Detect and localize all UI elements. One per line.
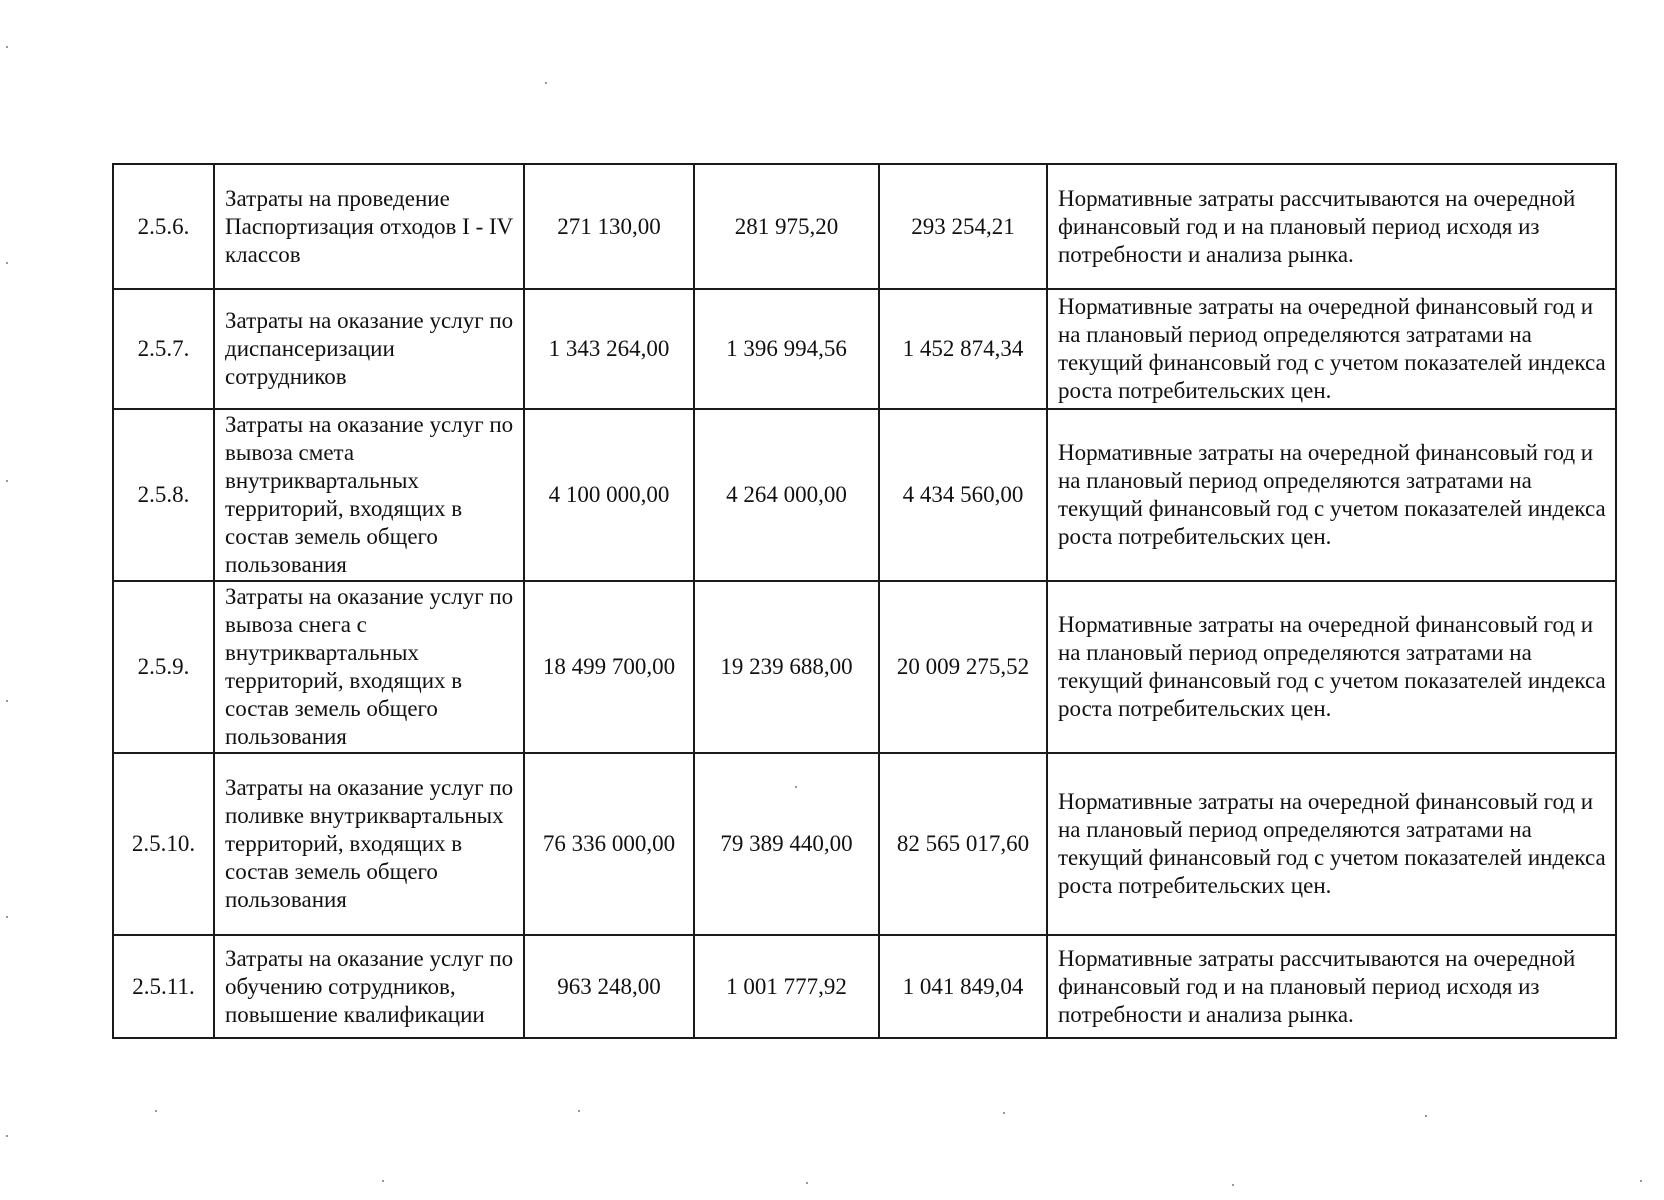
row-number: 2.5.9. [113,581,214,753]
value-year-1: 1 343 264,00 [524,289,694,409]
value-year-3: 4 434 560,00 [879,409,1047,581]
cost-item-name: Затраты на проведение Паспортизация отходов I - IV классов [214,164,524,289]
value-year-2: 281 975,20 [694,164,879,289]
cost-item-name: Затраты на оказание услуг по обучению сотрудников, повышение квалификации [214,935,524,1038]
value-year-2: 79 389 440,00 [694,753,879,935]
row-number: 2.5.10. [113,753,214,935]
table-row [113,164,1616,289]
scan-artifact [1640,1180,1642,1182]
cost-item-name: Затраты на оказание услуг по вывоза снега с внутриквартальных территорий, входящих в состав земель общего пользования [214,581,524,753]
row-number: 2.5.8. [113,409,214,581]
value-year-2: 1 001 777,92 [694,935,879,1038]
scan-artifact [545,82,547,84]
scan-artifact [1232,1184,1234,1186]
value-year-1: 271 130,00 [524,164,694,289]
scan-artifact [578,1110,580,1112]
scan-artifact [155,1110,157,1112]
table-row [113,935,1616,1038]
value-year-1: 963 248,00 [524,935,694,1038]
value-year-2: 1 396 994,56 [694,289,879,409]
scan-artifact [6,916,8,918]
scan-artifact [6,1135,8,1137]
scan-artifact [806,1182,808,1184]
calculation-note: Нормативные затраты на очередной финансовый год и на плановый период определяются затратами на текущий финансовый год с учетом показателей индекса роста потребительских цен. [1047,581,1616,753]
row-number: 2.5.11. [113,935,214,1038]
table-row [113,753,1616,935]
calculation-note: Нормативные затраты на очередной финансовый год и на плановый период определяются затратами на текущий финансовый год с учетом показателей индекса роста потребительских цен. [1047,409,1616,581]
value-year-1: 76 336 000,00 [524,753,694,935]
calculation-note: Нормативные затраты на очередной финансовый год и на плановый период определяются затратами на текущий финансовый год с учетом показателей индекса роста потребительских цен. [1047,289,1616,409]
table-row [113,289,1616,409]
row-number: 2.5.6. [113,164,214,289]
calculation-note: Нормативные затраты на очередной финансовый год и на плановый период определяются затратами на текущий финансовый год с учетом показателей индекса роста потребительских цен. [1047,753,1616,935]
table-row [113,581,1616,753]
scan-artifact [1003,1112,1005,1114]
cost-item-name: Затраты на оказание услуг по диспансеризации сотрудников [214,289,524,409]
value-year-3: 20 009 275,52 [879,581,1047,753]
costs-table [112,163,1617,1039]
row-number: 2.5.7. [113,289,214,409]
value-year-3: 293 254,21 [879,164,1047,289]
calculation-note: Нормативные затраты рассчитываются на очередной финансовый год и на плановый период исходя из потребности и анализа рынка. [1047,164,1616,289]
scan-artifact [6,46,8,48]
scan-artifact [6,262,8,264]
value-year-1: 18 499 700,00 [524,581,694,753]
scan-artifact [6,480,8,482]
calculation-note: Нормативные затраты рассчитываются на очередной финансовый год и на плановый период исходя из потребности и анализа рынка. [1047,935,1616,1038]
cost-item-name: Затраты на оказание услуг по поливке внутриквартальных территорий, входящих в состав земель общего пользования [214,753,524,935]
value-year-2: 4 264 000,00 [694,409,879,581]
cost-item-name: Затраты на оказание услуг по вывоза смета внутриквартальных территорий, входящих в состав земель общего пользования [214,409,524,581]
value-year-3: 1 452 874,34 [879,289,1047,409]
scan-artifact [382,1180,384,1182]
scan-artifact [6,700,8,702]
value-year-3: 82 565 017,60 [879,753,1047,935]
value-year-1: 4 100 000,00 [524,409,694,581]
value-year-2: 19 239 688,00 [694,581,879,753]
table-row [113,409,1616,581]
scan-artifact [1425,1115,1427,1117]
value-year-3: 1 041 849,04 [879,935,1047,1038]
